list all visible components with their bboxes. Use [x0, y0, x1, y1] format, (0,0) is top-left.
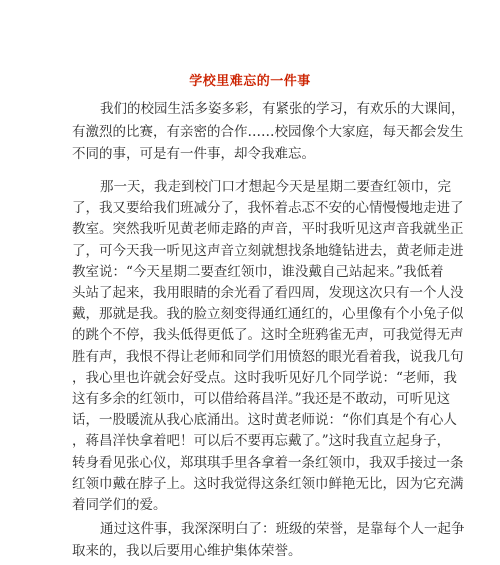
paragraph-1-line: 不同的事，可是有一件事，却令我难忘。 [72, 146, 315, 162]
paragraph-2-line: 了，我又要给我们班减分了，我怀着忐忑不安的心情慢慢地走进了 [72, 200, 464, 217]
paragraph-2-line: 着同学们的爱。 [72, 497, 167, 513]
paragraph-2-line: 的跳个不停，我头低得更低了。这时全班鸦雀无声，可我觉得无声 [72, 327, 464, 344]
paragraph-2-line: ，我心里也许就会好受点。这时我听见好几个同学说：“老师，我 [72, 369, 457, 386]
paragraph-2-line: 了，可今天我一听见这声音立刻就想找条地缝钻进去，黄老师走进 [72, 242, 464, 259]
paragraph-2-line: 这有多余的红领巾，可以借给蒋昌洋。”我还是不敢动，可听见这 [72, 391, 451, 407]
paragraph-2-line: 胜有声，我恨不得让老师和同学们用愤怒的眼光看着我，说我几句 [72, 348, 464, 365]
paragraph-2-line: 那一天，我走到校门口才想起今天是星期二要查红领巾，完 [100, 179, 451, 195]
paragraph-2-line: 教室。突然我听见黄老师走路的声音，平时我听见这声音我就坐正 [72, 221, 464, 238]
paragraph-2-line: 头站了起来，我用眼睛的余光看了看四周，发现这次只有一个人没 [72, 285, 464, 301]
paragraph-2-line: 话，一股暖流从我心底涌出。这时黄老师说：“你们真是个有心人 [72, 412, 457, 429]
paragraph-2-line: 教室说：“今天星期二要查红领巾，谁没戴自己站起来。”我低着 [72, 263, 444, 280]
article-title: 学校里难忘的一件事 [189, 74, 311, 89]
paragraph-2-line: 转身看见张心仪，郑琪琪手里各拿着一条红领巾，我双手接过一条 [72, 454, 464, 471]
paragraph-1-line: 我们的校园生活多姿多彩，有紧张的学习，有欢乐的大课间， [100, 101, 465, 117]
paragraph-3-line: 通过这件事，我深深明白了：班级的荣誉，是靠每个人一起争 [100, 521, 465, 537]
paragraph-1-line: 有激烈的比赛，有亲密的合作……校园像个大家庭，每天都会发生 [72, 124, 464, 140]
paragraph-2-line: 红领巾戴在脖子上。这时我觉得这条红领巾鲜艳无比，因为它充满 [72, 475, 464, 492]
paragraph-2-line: 戴，那就是我。我的脸立刻变得通红通红的，心里像有个小兔子似 [72, 306, 464, 323]
paragraph-3-line: 取来的，我以后要用心维护集体荣誉。 [72, 543, 302, 559]
paragraph-2-line: ，蒋昌洋快拿着吧！可以后不要再忘戴了。”这时我直立起身子， [72, 433, 451, 450]
